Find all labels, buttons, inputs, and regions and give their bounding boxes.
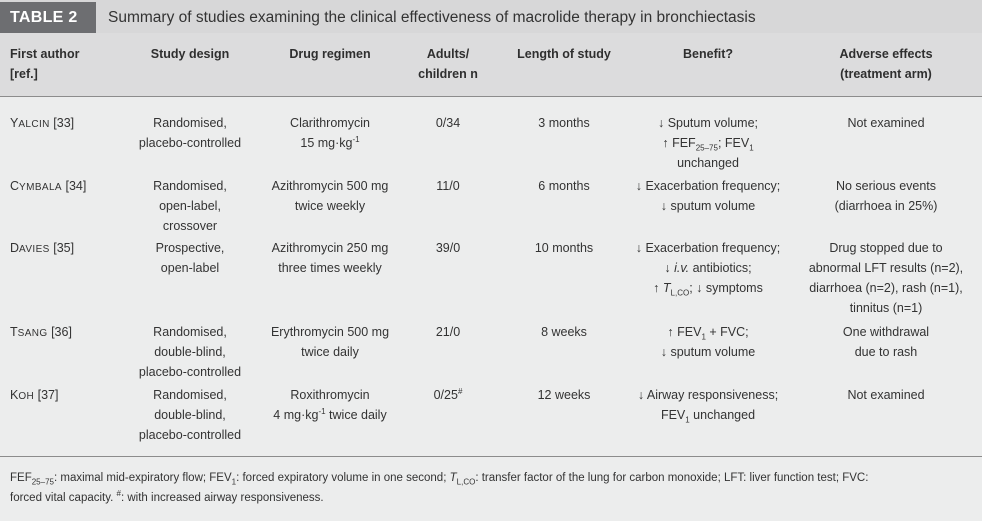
drug-line: Erythromycin 500 mg [270,325,390,339]
table-footnote [10,468,978,508]
benefit-sub: 1 [701,332,706,342]
header-n-line2: children n [418,67,478,81]
length-yalcin: 3 months [538,116,590,130]
author-cymbala [10,176,86,198]
design-cymbala [130,176,250,236]
drug-dose: 4 mg·kg [273,408,319,422]
benefit-davies [630,238,786,298]
adverse-line: diarrhoea (n=2), rash (n=1), [809,281,963,295]
benefit-sub: 1 [685,415,690,425]
table-title-bar [0,0,982,33]
benefit-line: ↓ Airway responsiveness; [637,388,779,402]
drug-cymbala [262,176,398,216]
adverse-tsang [800,322,972,362]
footnote-line2 [10,488,978,508]
benefit-sub: 25–75 [695,143,718,153]
author-rest: OH [18,391,35,402]
drug-yalcin [262,113,398,153]
drug-line: twice daily [301,345,359,359]
table-title: Summary of studies examining the clinical effectiveness of macrolide therapy in bronchiectasis [108,9,756,26]
adverse-line: Drug stopped due to [829,241,943,255]
author-rest: AVIES [19,244,50,255]
length-tsang: 8 weeks [541,325,587,339]
benefit-text: ↑ FEF [662,136,696,150]
benefit-italic: T [662,281,671,295]
footnote-text: FEF [10,472,32,484]
author-ref: [33] [49,116,75,130]
author-initial: K [10,388,19,402]
benefit-line [630,405,786,425]
benefit-italic: i.v. [674,261,690,275]
design-line: placebo-controlled [138,428,242,442]
footnote-sup: # [116,489,121,499]
design-davies [130,238,250,278]
benefit-line: unchanged [677,156,739,170]
table-label: TABLE 2 [0,2,96,33]
header-length: Length of study [517,47,611,61]
drug-line: Clarithromycin [290,116,370,130]
design-line: crossover [162,219,218,233]
author-initial: D [10,241,20,255]
author-initial: C [10,179,20,193]
benefit-line: ↓ Exacerbation frequency; [635,179,781,193]
benefit-koh [630,385,786,425]
benefit-line [630,258,786,278]
adverse-line: tinnitus (n=1) [849,301,923,315]
benefit-line: ↓ sputum volume [660,199,756,213]
benefit-tsang [630,322,786,362]
footnote-text: : transfer factor of the lung for carbon monoxide; LFT: liver function test; FVC: [475,472,869,484]
drug-tsang [262,322,398,362]
benefit-line [630,133,786,153]
adverse-line: Not examined [847,388,925,402]
design-line: open-label [160,261,220,275]
table-bottom-divider [0,456,982,457]
header-design: Study design [150,47,230,61]
benefit-cymbala [630,176,786,216]
design-line: placebo-controlled [138,365,242,379]
footnote-sub: 1 [231,477,237,487]
adverse-koh [800,385,972,405]
n-value: 0/25 [433,388,458,402]
header-divider [0,96,982,97]
author-initial: Y [10,116,19,130]
design-tsang [130,322,250,382]
adverse-line: due to rash [854,345,918,359]
drug-dose: twice daily [325,408,387,422]
header-drug: Drug regimen [289,47,371,61]
adverse-line: No serious events [835,179,937,193]
benefit-line: ↓ Exacerbation frequency; [635,241,781,255]
n-yalcin: 0/34 [435,116,461,130]
author-rest: YMBALA [19,182,63,193]
footnote-sub: L,CO [456,477,476,487]
header-author-line1: First author [10,47,80,61]
drug-koh [262,385,398,425]
author-ref: [36] [47,325,72,339]
drug-line: Azithromycin 500 mg [271,179,389,193]
benefit-text: ↓ [664,261,675,275]
n-koh [412,385,484,405]
author-ref: [35] [49,241,75,255]
footnote-text: : maximal mid-expiratory flow; FEV [53,472,232,484]
footnote-sub: 25–75 [31,477,54,487]
benefit-text: + FVC; [705,325,749,339]
author-tsang [10,322,72,344]
header-adverse-line1: Adverse effects [839,47,933,61]
benefit-sub: 1 [749,143,754,153]
benefit-sub: L,CO [670,288,690,298]
author-koh [10,385,58,407]
adverse-yalcin [800,113,972,133]
design-line: double-blind, [154,345,226,359]
drug-davies [262,238,398,278]
adverse-line: Not examined [847,116,925,130]
author-davies [10,238,74,260]
author-rest: ALCIN [18,119,50,130]
n-tsang: 21/0 [435,325,461,339]
footnote-text: : forced expiratory volume in one second; [236,472,450,484]
length-davies: 10 months [534,241,594,255]
footnote-line1 [10,468,978,488]
benefit-text: ; FEV [717,136,750,150]
benefit-line: ↓ Sputum volume; [657,116,759,130]
footnote-text: forced vital capacity. [10,492,117,504]
n-davies: 39/0 [435,241,461,255]
design-koh [130,385,250,445]
header-n-line1: Adults/ [426,47,470,61]
author-ref: [34] [62,179,87,193]
drug-line: Azithromycin 250 mg [271,241,389,255]
benefit-text: antibiotics; [689,261,752,275]
benefit-text: ↑ FEV [667,325,702,339]
adverse-davies [790,238,982,318]
design-line: placebo-controlled [138,136,242,150]
adverse-line: abnormal LFT results (n=2), [808,261,964,275]
drug-line [262,405,398,425]
adverse-line: (diarrhoea in 25%) [834,199,938,213]
drug-line [262,133,398,153]
table-header [0,33,982,97]
design-yalcin [130,113,250,153]
design-line: open-label, [159,199,221,213]
author-rest: SANG [17,328,48,339]
design-line: Randomised, [153,116,227,130]
n-cymbala: 11/0 [436,179,460,193]
benefit-line [630,278,786,298]
benefit-line [630,322,786,342]
author-yalcin [10,113,74,135]
benefit-line: ↓ sputum volume [660,345,756,359]
adverse-line: One withdrawal [842,325,930,339]
footnote-text: : with increased airway responsiveness. [120,492,324,504]
drug-dose: 15 mg·kg [300,136,353,150]
header-author [10,44,79,84]
benefit-text: FEV [660,408,686,422]
header-author-line2: [ref.] [10,67,38,81]
design-line: Randomised, [153,325,227,339]
benefit-yalcin [630,113,786,173]
benefit-text: ; ↓ symptoms [689,281,763,295]
drug-dose-sup: -1 [352,134,360,144]
benefit-text: unchanged [689,408,756,422]
length-koh: 12 weeks [537,388,591,402]
author-initial: T [10,325,18,339]
adverse-cymbala [800,176,972,216]
footnote-italic: T [449,472,457,484]
drug-line: twice weekly [294,199,366,213]
header-adverse-line2: (treatment arm) [840,67,932,81]
length-cymbala: 6 months [538,179,590,193]
benefit-text: ↑ [653,281,663,295]
header-benefit: Benefit? [683,47,733,61]
design-line: Randomised, [153,179,227,193]
header-n [412,44,484,84]
design-line: Randomised, [153,388,227,402]
design-line: Prospective, [155,241,225,255]
author-ref: [37] [34,388,59,402]
header-adverse [800,44,972,84]
drug-line: Roxithromycin [290,388,370,402]
drug-line: three times weekly [278,261,382,275]
design-line: double-blind, [154,408,226,422]
drug-dose-sup: -1 [318,406,326,416]
n-sup: # [457,386,463,396]
